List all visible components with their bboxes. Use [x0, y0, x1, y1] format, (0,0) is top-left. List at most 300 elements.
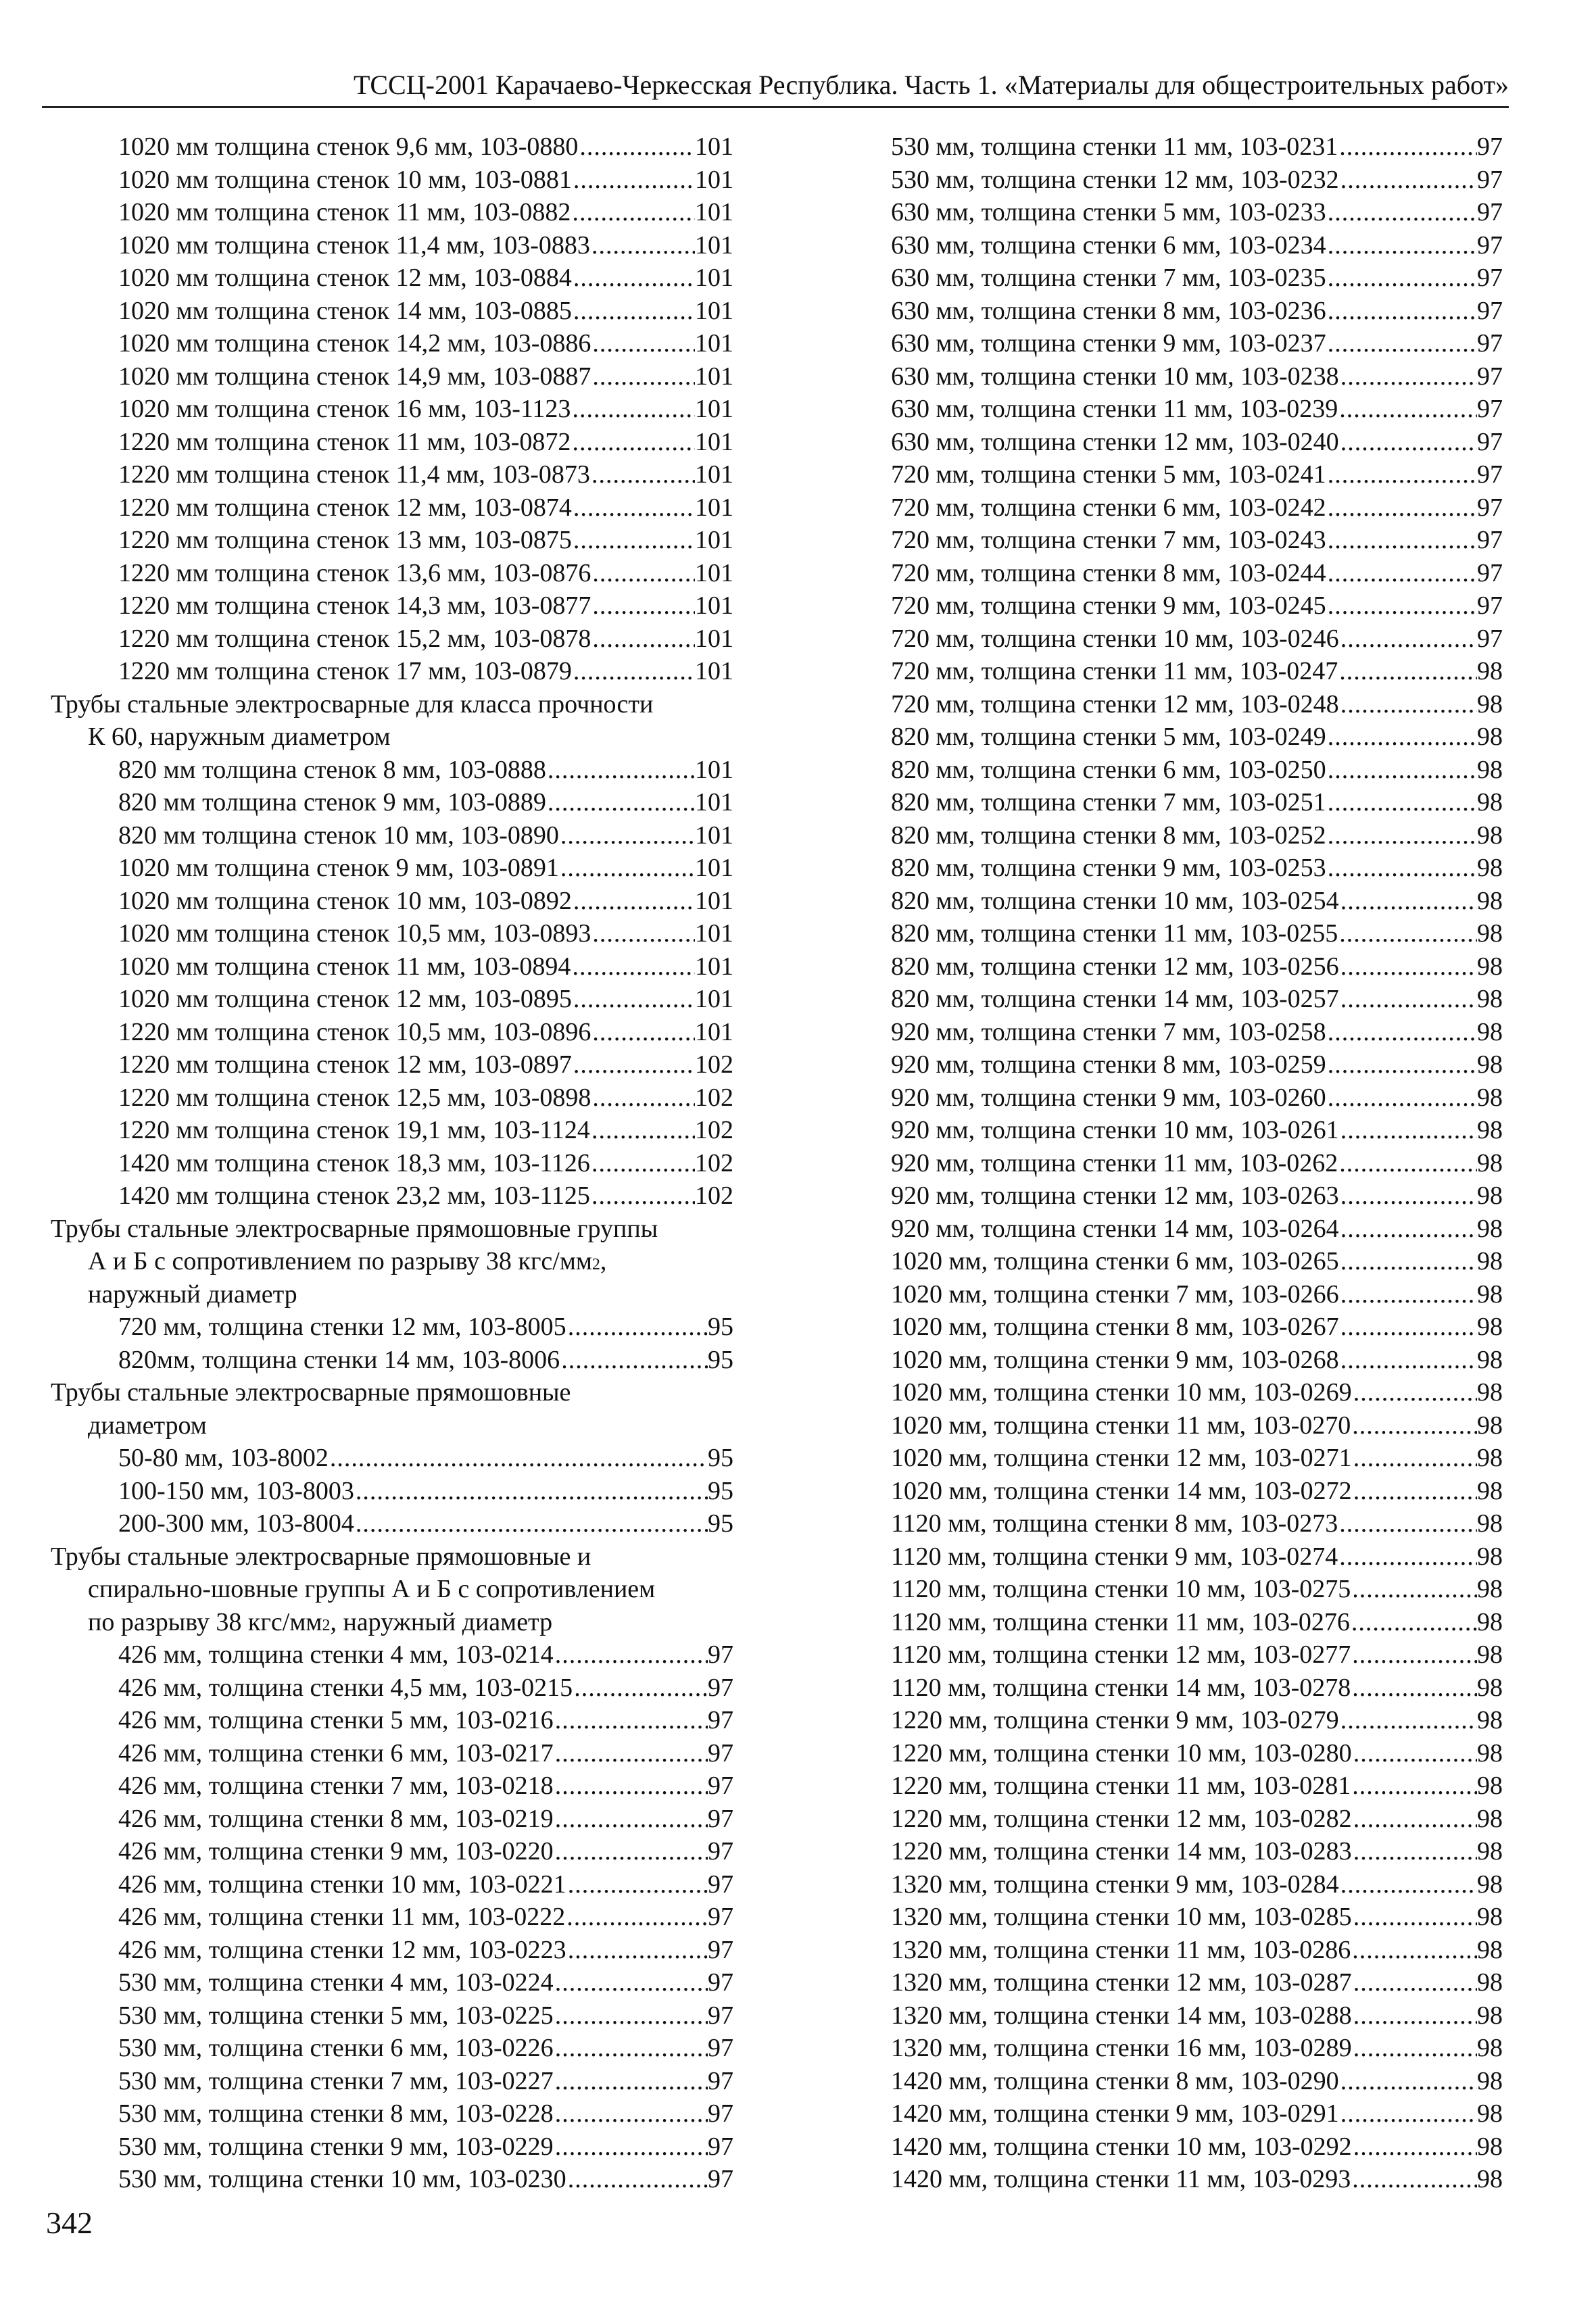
page-reference: 101: [695, 329, 733, 358]
entry-text: 630 мм, толщина стенки 6 мм, 103-0234: [891, 230, 1326, 260]
dot-leader: [1339, 984, 1477, 1014]
entry-text-tail: , наружный диаметр: [330, 1607, 553, 1636]
page-reference: 101: [695, 952, 733, 981]
dot-leader: [571, 197, 695, 227]
page-reference: 98: [1477, 2132, 1503, 2161]
dot-leader: [590, 1115, 695, 1145]
page-reference: 98: [1477, 2066, 1503, 2095]
dot-leader: [554, 1968, 708, 1997]
entry-text: 1020 мм толщина стенок 14 мм, 103-0885: [118, 296, 572, 325]
dot-leader: [1339, 1214, 1477, 1244]
entry-text: 1020 мм толщина стенок 10 мм, 103-0881: [118, 165, 572, 194]
index-entry: [891, 1312, 1503, 1345]
index-entry: [51, 2099, 733, 2132]
dot-leader: [1352, 2132, 1477, 2162]
entry-text: 1020 мм толщина стенок 9,6 мм, 103-0880: [118, 132, 579, 161]
dot-leader: [554, 1836, 708, 1866]
index-entry: [51, 821, 733, 854]
page-reference: 98: [1477, 1903, 1503, 1931]
right-column: [891, 132, 1503, 2197]
page-reference: 97: [708, 1706, 733, 1734]
entry-text: 1220 мм толщина стенок 12 мм, 103-0874: [118, 493, 572, 522]
entry-text: 1220 мм, толщина стенки 11 мм, 103-0281: [891, 1772, 1351, 1800]
dot-leader: [573, 1673, 708, 1703]
page-reference: 101: [695, 657, 733, 685]
page-reference: 95: [708, 1313, 733, 1341]
page-number: 342: [46, 2206, 93, 2240]
page-reference: 97: [708, 2034, 733, 2062]
entry-text: 920 мм, толщина стенки 9 мм, 103-0260: [891, 1083, 1326, 1112]
dot-leader: [591, 624, 695, 654]
dot-leader: [1339, 1181, 1477, 1211]
page-reference: 97: [708, 1935, 733, 1964]
page-reference: 101: [695, 788, 733, 817]
index-entry: [51, 1935, 733, 1968]
index-entry: [891, 1148, 1503, 1181]
page-reference: 98: [1477, 1640, 1503, 1669]
dot-leader: [1339, 952, 1477, 981]
index-entry: [891, 1181, 1503, 1214]
dot-leader: [1338, 656, 1477, 686]
entry-text: 426 мм, толщина стенки 8 мм, 103-0219: [118, 1804, 554, 1833]
index-entry: [51, 1443, 733, 1476]
dot-leader: [1339, 1705, 1477, 1735]
entry-text: 720 мм, толщина стенки 10 мм, 103-0246: [891, 624, 1339, 653]
dot-leader: [572, 1050, 695, 1079]
index-entry: [891, 1476, 1503, 1509]
dot-leader: [1326, 853, 1477, 883]
page-reference: 98: [1477, 1575, 1503, 1603]
dot-leader: [554, 1804, 708, 1834]
dot-leader: [1339, 427, 1477, 457]
dot-leader: [1326, 821, 1477, 850]
index-entry: [891, 558, 1503, 591]
index-entry: [891, 1574, 1503, 1607]
page-reference: 97: [708, 1640, 733, 1669]
dot-leader: [1339, 1312, 1477, 1342]
index-entry: [51, 2001, 733, 2034]
dot-leader: [1338, 1509, 1477, 1538]
entry-text: 426 мм, толщина стенки 12 мм, 103-0223: [118, 1935, 566, 1964]
page-reference: 98: [1477, 1509, 1503, 1538]
dot-leader: [554, 2001, 708, 2030]
page-reference: 98: [1477, 1804, 1503, 1833]
dot-leader: [591, 1017, 695, 1047]
dot-leader: [590, 1181, 695, 1211]
dot-leader: [591, 1083, 695, 1113]
entry-text: 1220 мм толщина стенок 15,2 мм, 103-0878: [118, 624, 591, 653]
entry-text: 820 мм, толщина стенки 9 мм, 103-0253: [891, 854, 1326, 882]
index-entry: [891, 1280, 1503, 1313]
dot-leader: [354, 1476, 708, 1506]
page-reference: 98: [1477, 1738, 1503, 1768]
page-reference: 98: [1477, 1837, 1503, 1866]
index-entry: [51, 1345, 733, 1378]
page-reference: 98: [1477, 952, 1503, 981]
page-reference: 95: [708, 1444, 733, 1472]
entry-text: 820 мм, толщина стенки 14 мм, 103-0257: [891, 985, 1339, 1013]
index-entry: [51, 1017, 733, 1050]
entry-text: 1420 мм, толщина стенки 11 мм, 103-0293: [891, 2165, 1351, 2193]
entry-text: 1020 мм, толщина стенки 10 мм, 103-0269: [891, 1378, 1352, 1407]
dot-leader: [591, 919, 695, 948]
index-entry: [51, 2132, 733, 2165]
page-reference: 98: [1477, 1706, 1503, 1734]
entry-text: 1020 мм толщина стенок 12 мм, 103-0884: [118, 264, 572, 292]
index-entry: [891, 230, 1503, 264]
index-heading-continuation: [51, 722, 733, 755]
dot-leader: [560, 1345, 708, 1375]
page-reference: 97: [708, 1968, 733, 1997]
page-reference: 97: [708, 2132, 733, 2161]
dot-leader: [554, 2099, 708, 2128]
entry-text: 530 мм, толщина стенки 4 мм, 103-0224: [118, 1968, 554, 1997]
index-entry: [51, 1804, 733, 1837]
dot-leader: [1352, 2001, 1477, 2030]
page-reference: 98: [1477, 1181, 1503, 1210]
dot-leader: [554, 1705, 708, 1735]
page-reference: 98: [1477, 2034, 1503, 2062]
page-reference: 97: [1477, 230, 1503, 260]
dot-leader: [1339, 1345, 1477, 1375]
index-entry: [891, 2001, 1503, 2034]
entry-text: 1220 мм, толщина стенки 14 мм, 103-0283: [891, 1837, 1352, 1866]
entry-text: 920 мм, толщина стенки 8 мм, 103-0259: [891, 1050, 1326, 1079]
index-entry: [891, 787, 1503, 821]
index-entry: [891, 722, 1503, 755]
dot-leader: [559, 853, 695, 883]
dot-leader: [1326, 787, 1477, 817]
index-entry: [891, 1968, 1503, 2001]
dot-leader: [1339, 1115, 1477, 1145]
page-reference: 101: [695, 460, 733, 489]
page-reference: 102: [695, 1083, 733, 1112]
page-reference: 101: [695, 230, 733, 260]
page-reference: 97: [708, 1772, 733, 1800]
page-reference: 97: [1477, 427, 1503, 456]
index-entry: [51, 525, 733, 558]
page-reference: 97: [1477, 296, 1503, 325]
entry-text: 1020 мм толщина стенок 10 мм, 103-0892: [118, 886, 572, 915]
page-reference: 101: [695, 591, 733, 620]
page-reference: 98: [1477, 1247, 1503, 1275]
entry-text: 820 мм, толщина стенки 7 мм, 103-0251: [891, 788, 1326, 817]
page-reference: 101: [695, 985, 733, 1013]
dot-leader: [571, 427, 695, 457]
page-reference: 98: [1477, 1116, 1503, 1144]
entry-text: 820 мм толщина стенок 8 мм, 103-0888: [118, 755, 546, 784]
dot-leader: [1351, 1640, 1477, 1670]
entry-text: 1020 мм толщина стенок 12 мм, 103-0895: [118, 985, 572, 1013]
dot-leader: [1326, 493, 1477, 522]
dot-leader: [591, 558, 695, 588]
dot-leader: [591, 328, 695, 358]
index-entry: [51, 1050, 733, 1083]
dot-leader: [1352, 1476, 1477, 1506]
page-reference: 98: [1477, 1607, 1503, 1636]
entry-text: 630 мм, толщина стенки 12 мм, 103-0240: [891, 427, 1339, 456]
page-reference: 98: [1477, 1083, 1503, 1112]
page-reference: 101: [695, 526, 733, 554]
index-entry: [51, 1836, 733, 1870]
entry-text: 720 мм, толщина стенки 6 мм, 103-0242: [891, 493, 1326, 522]
entry-text: 630 мм, толщина стенки 9 мм, 103-0237: [891, 329, 1326, 358]
index-entry: [51, 787, 733, 821]
entry-text: 720 мм, толщина стенки 9 мм, 103-0245: [891, 591, 1326, 620]
page-reference: 97: [708, 1870, 733, 1899]
page-reference: 97: [1477, 591, 1503, 620]
entry-text: 1320 мм, толщина стенки 14 мм, 103-0288: [891, 2001, 1352, 2030]
index-entry: [891, 591, 1503, 624]
entry-text: 820 мм, толщина стенки 6 мм, 103-0250: [891, 755, 1326, 784]
dot-leader: [572, 493, 695, 522]
dot-leader: [1338, 1542, 1477, 1571]
index-entry: [891, 984, 1503, 1017]
dot-leader: [1339, 362, 1477, 391]
index-entry: [51, 1083, 733, 1116]
entry-text: 426 мм, толщина стенки 6 мм, 103-0217: [118, 1738, 554, 1768]
entry-text: 1220 мм толщина стенок 13,6 мм, 103-0876: [118, 558, 591, 587]
index-entry: [891, 755, 1503, 788]
index-entry: [891, 2164, 1503, 2197]
index-entry: [891, 1115, 1503, 1148]
dot-leader: [1350, 1607, 1477, 1637]
index-entry: [51, 1673, 733, 1706]
dot-leader: [1351, 1771, 1477, 1801]
dot-leader: [1326, 296, 1477, 326]
dot-leader: [566, 1935, 708, 1965]
index-entry: [51, 952, 733, 985]
index-heading: [51, 1378, 733, 1411]
index-entry: [51, 2033, 733, 2066]
entry-text: 1120 мм, толщина стенки 14 мм, 103-0278: [891, 1673, 1351, 1702]
page-reference: 97: [1477, 264, 1503, 292]
page-reference: 97: [1477, 526, 1503, 554]
dot-leader: [1339, 2099, 1477, 2128]
index-entry: [891, 1836, 1503, 1870]
running-header: ТССЦ-2001 Карачаево-Черкесская Республика. Часть 1. «Материалы для общестроительных работ»: [353, 70, 1509, 100]
dot-leader: [1339, 689, 1477, 719]
dot-leader: [1352, 2033, 1477, 2063]
dot-leader: [565, 1902, 708, 1932]
entry-text: 920 мм, толщина стенки 7 мм, 103-0258: [891, 1017, 1326, 1046]
page-reference: 98: [1477, 657, 1503, 685]
entry-text: 530 мм, толщина стенки 10 мм, 103-0230: [118, 2165, 566, 2193]
page-reference: 101: [695, 755, 733, 784]
page-reference: 98: [1477, 1968, 1503, 1997]
entry-text: 820 мм, толщина стенки 11 мм, 103-0255: [891, 919, 1338, 948]
page-reference: 97: [1477, 165, 1503, 194]
dot-leader: [1326, 197, 1477, 227]
entry-text: 920 мм, толщина стенки 10 мм, 103-0261: [891, 1116, 1339, 1144]
entry-text: 1220 мм толщина стенок 13 мм, 103-0875: [118, 526, 572, 554]
dot-leader: [554, 2033, 708, 2063]
entry-text: 200-300 мм, 103-8004: [118, 1509, 354, 1538]
entry-text: 1020 мм толщина стенок 9 мм, 103-0891: [118, 854, 559, 882]
page-reference: 98: [1477, 1476, 1503, 1505]
entry-text: 720 мм, толщина стенки 5 мм, 103-0241: [891, 460, 1326, 489]
page-reference: 101: [695, 493, 733, 522]
entry-text: 720 мм, толщина стенки 12 мм, 103-0248: [891, 689, 1339, 718]
entry-text: А и Б с сопротивлением по разрыву 38 кгс/мм: [88, 1247, 592, 1275]
entry-text: 820 мм толщина стенок 10 мм, 103-0890: [118, 821, 559, 850]
dot-leader: [1326, 525, 1477, 555]
dot-leader: [1339, 2066, 1477, 2096]
entry-text: 530 мм, толщина стенки 7 мм, 103-0227: [118, 2066, 554, 2095]
page-reference: 102: [695, 1116, 733, 1144]
page-reference: 98: [1477, 689, 1503, 718]
index-entry: [51, 1181, 733, 1214]
entry-text: 920 мм, толщина стенки 14 мм, 103-0264: [891, 1214, 1339, 1243]
entry-text: 1120 мм, толщина стенки 8 мм, 103-0273: [891, 1509, 1338, 1538]
index-entry: [891, 1509, 1503, 1542]
index-entry: [891, 1902, 1503, 1935]
entry-text: 820 мм, толщина стенки 8 мм, 103-0252: [891, 821, 1326, 850]
entry-text: 820 мм толщина стенок 9 мм, 103-0889: [118, 788, 546, 817]
entry-text: 1020 мм, толщина стенки 11 мм, 103-0270: [891, 1411, 1351, 1440]
page-reference: 97: [1477, 329, 1503, 358]
index-entry: [51, 1738, 733, 1772]
page-reference: 98: [1477, 1772, 1503, 1800]
dot-leader: [566, 1312, 708, 1342]
index-entry: [891, 1083, 1503, 1116]
index-entry: [891, 1738, 1503, 1772]
index-entry: [51, 1870, 733, 1903]
index-entry: [891, 362, 1503, 395]
dot-leader: [1326, 558, 1477, 588]
entry-text: 1220 мм толщина стенок 11 мм, 103-0872: [118, 427, 571, 456]
index-entry: [891, 1705, 1503, 1738]
page-reference: 95: [708, 1476, 733, 1505]
page-reference: 101: [695, 198, 733, 226]
index-entry: [51, 853, 733, 886]
index-entry: [891, 1673, 1503, 1706]
index-entry: [891, 197, 1503, 230]
page-reference: 98: [1477, 1411, 1503, 1440]
page-reference: 98: [1477, 1050, 1503, 1079]
page-reference: 101: [695, 165, 733, 194]
entry-text: 1220 мм толщина стенок 12,5 мм, 103-0898: [118, 1083, 591, 1112]
index-entry: [51, 1640, 733, 1673]
page-reference: 98: [1477, 723, 1503, 751]
entry-text: 1020 мм толщина стенок 11 мм, 103-0894: [118, 952, 571, 981]
dot-leader: [1351, 2164, 1477, 2194]
index-heading-continuation: [51, 1411, 733, 1444]
index-heading-continuation: А и Б с сопротивлением по разрыву 38 кгс/мм 2 ,: [88, 1247, 607, 1275]
entry-text: 820мм, толщина стенки 14 мм, 103-8006: [118, 1345, 560, 1374]
entry-text: Трубы стальные электросварные прямошовные группы: [51, 1214, 658, 1243]
page-reference: 102: [695, 1148, 733, 1177]
index-heading-continuation: [51, 1574, 733, 1607]
entry-text: Трубы стальные электросварные прямошовные: [51, 1378, 571, 1407]
dot-leader: [591, 591, 695, 620]
index-entry: [891, 427, 1503, 460]
page-reference: 98: [1477, 1214, 1503, 1243]
index-entry: [891, 1411, 1503, 1444]
entry-text: 100-150 мм, 103-8003: [118, 1476, 354, 1505]
entry-text: 426 мм, толщина стенки 7 мм, 103-0218: [118, 1772, 554, 1800]
index-entry: [891, 1607, 1503, 1640]
index-entry: [51, 165, 733, 198]
entry-text: 1320 мм, толщина стенки 12 мм, 103-0287: [891, 1968, 1352, 1997]
index-entry: [51, 1476, 733, 1509]
dot-leader: [1352, 1968, 1477, 1997]
page-reference: 101: [695, 132, 733, 161]
entry-text: 1120 мм, толщина стенки 10 мм, 103-0275: [891, 1575, 1351, 1603]
index-entry: [51, 197, 733, 230]
page-reference: 98: [1477, 1444, 1503, 1472]
entry-text: 1420 мм, толщина стенки 10 мм, 103-0292: [891, 2132, 1352, 2161]
entry-text: 426 мм, толщина стенки 9 мм, 103-0220: [118, 1837, 554, 1866]
index-entry: [51, 624, 733, 657]
page-reference: 97: [1477, 395, 1503, 423]
entry-text: 426 мм, толщина стенки 4,5 мм, 103-0215: [118, 1673, 573, 1702]
index-heading: [51, 689, 733, 723]
index-entry: [891, 1542, 1503, 1575]
dot-leader: [1351, 1673, 1477, 1703]
dot-leader: [566, 2164, 708, 2194]
dot-leader: [1352, 1902, 1477, 1932]
dot-leader: [1326, 263, 1477, 293]
entry-text: 720 мм, толщина стенки 11 мм, 103-0247: [891, 657, 1338, 685]
dot-leader: [1351, 1411, 1477, 1440]
index-entry: [891, 1378, 1503, 1411]
entry-text: 1120 мм, толщина стенки 9 мм, 103-0274: [891, 1542, 1338, 1571]
index-entry: [51, 263, 733, 296]
page-reference: 98: [1477, 2001, 1503, 2030]
entry-text: по разрыву 38 кгс/мм: [88, 1607, 322, 1636]
page-reference: 97: [708, 2165, 733, 2193]
entry-text: Трубы стальные электросварные для класса прочности: [51, 689, 654, 718]
dot-leader: [1326, 755, 1477, 785]
index-entry: [891, 624, 1503, 657]
entry-text: диаметром: [88, 1411, 207, 1440]
page-reference: 101: [695, 362, 733, 391]
dot-leader: [590, 1148, 695, 1178]
dot-leader: [1339, 886, 1477, 916]
header-rule: [42, 106, 1509, 108]
dot-leader: [1339, 1280, 1477, 1309]
index-entry: [51, 427, 733, 460]
dot-leader: [1338, 394, 1477, 424]
index-entry: [51, 919, 733, 952]
entry-text: 426 мм, толщина стенки 5 мм, 103-0216: [118, 1706, 554, 1734]
entry-text: 630 мм, толщина стенки 7 мм, 103-0235: [891, 264, 1326, 292]
page-reference: 97: [1477, 460, 1503, 489]
entry-text: 1020 мм, толщина стенки 6 мм, 103-0265: [891, 1247, 1339, 1275]
page-reference: 98: [1477, 1280, 1503, 1309]
page-reference: 98: [1477, 1673, 1503, 1702]
page-reference: 97: [708, 2066, 733, 2095]
index-entry: [51, 886, 733, 919]
entry-text: 1320 мм, толщина стенки 11 мм, 103-0286: [891, 1935, 1351, 1964]
dot-leader: [1339, 1870, 1477, 1899]
entry-text: 630 мм, толщина стенки 8 мм, 103-0236: [891, 296, 1326, 325]
index-entry: [51, 296, 733, 329]
page-reference: 101: [695, 821, 733, 850]
entry-text: 426 мм, толщина стенки 4 мм, 103-0214: [118, 1640, 554, 1669]
index-entry: [51, 328, 733, 362]
page-reference: 97: [708, 1903, 733, 1931]
index-entry: [891, 952, 1503, 985]
dot-leader: [572, 296, 695, 326]
entry-text: 1020 мм толщина стенок 11,4 мм, 103-0883: [118, 230, 590, 260]
index-entry: [891, 460, 1503, 493]
dot-leader: [572, 263, 695, 293]
page-reference: 101: [695, 886, 733, 915]
page-reference: 98: [1477, 854, 1503, 882]
page-reference: 98: [1477, 1378, 1503, 1407]
